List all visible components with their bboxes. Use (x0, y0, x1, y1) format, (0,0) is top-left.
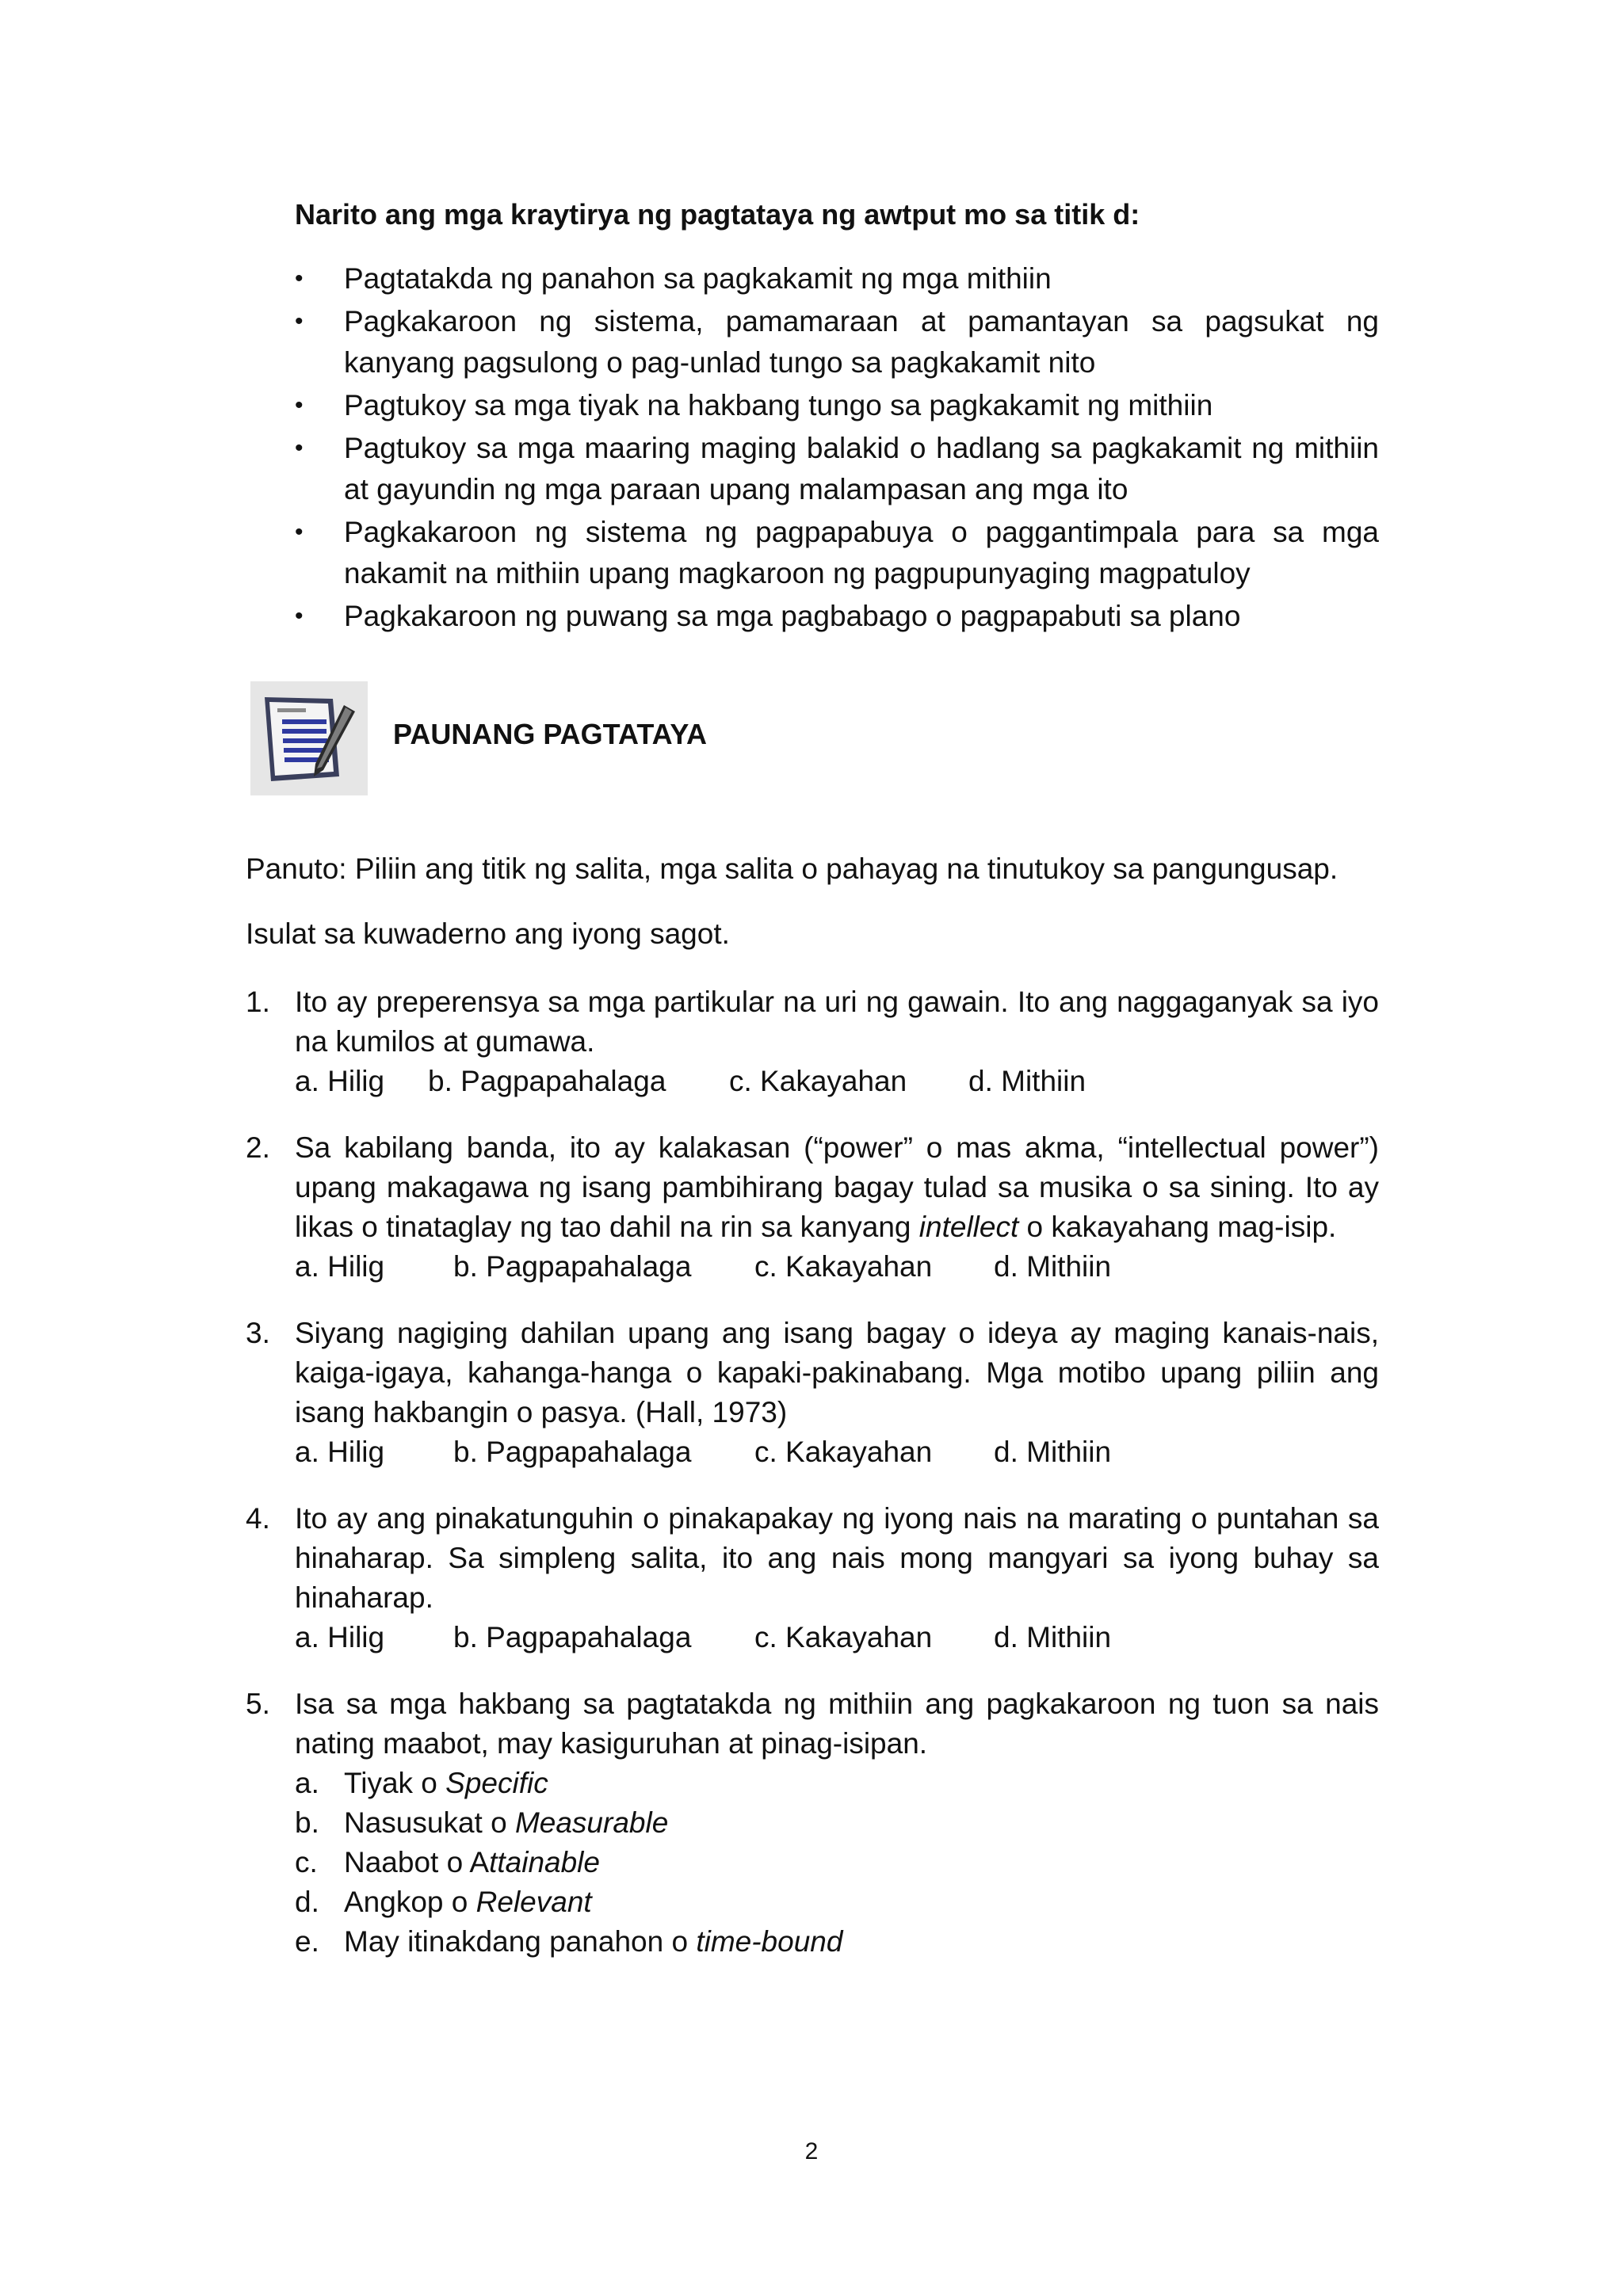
question-item (246, 982, 1379, 1101)
choice-option[interactable]: d. Mithiin (968, 1065, 1086, 1097)
choice-row (295, 1062, 1379, 1101)
choice-text: May itinakdang panahon o (344, 1925, 697, 1958)
question-text: Isa sa mga hakbang sa pagtatakda ng mithiin ang pagkakaroon ng tuon sa nais nating maabot, may kasiguruhan at pinag-isipan. (295, 1688, 1379, 1760)
question-number: 2. (246, 1131, 270, 1164)
criteria-item-text: Pagkakaroon ng sistema ng pagpapabuya o paggantimpala para sa mga nakamit na mithiin upang magkaroon ng pagpupunyaging magpatuloy (344, 516, 1379, 589)
choice-option[interactable]: c. Kakayahan (754, 1621, 933, 1653)
choice-option[interactable]: b. Pagpapahalaga (453, 1436, 692, 1468)
choice-option[interactable]: c. Kakayahan (754, 1250, 933, 1283)
criteria-item-text: Pagkakaroon ng sistema, pamamaraan at pamantayan sa pagsukat ng kanyang pagsulong o pag-unlad tungo sa pagkakamit nito (344, 305, 1379, 379)
choice-option[interactable] (295, 1843, 1379, 1882)
question-text: Ito ay preperensya sa mga partikular na uri ng gawain. Ito ang naggaganyak sa iyo na kumilos at gumawa. (295, 986, 1379, 1058)
choice-option[interactable]: d. Mithiin (994, 1621, 1112, 1653)
question-text (295, 1128, 1379, 1247)
criteria-item-text: Pagtatakda ng panahon sa pagkakamit ng mga mithiin (344, 262, 1052, 295)
question-list (246, 982, 1379, 1989)
choice-text-italic: Relevant (475, 1886, 592, 1918)
criteria-list (295, 258, 1379, 639)
criteria-item (295, 385, 1379, 426)
question-number: 5. (246, 1688, 270, 1720)
choice-text-italic: Specific (445, 1767, 548, 1799)
choice-option[interactable]: d. Mithiin (994, 1250, 1112, 1283)
choice-option[interactable]: a. Hilig (295, 1065, 385, 1097)
choice-option[interactable]: b. Pagpapahalaga (428, 1065, 666, 1097)
section-title: PAUNANG PAGTATAYA (393, 718, 708, 750)
choice-option[interactable]: c. Kakayahan (729, 1065, 907, 1097)
criteria-heading: Narito ang mga kraytirya ng pagtataya ng awtput mo sa titik d: (295, 198, 1140, 231)
choice-option[interactable] (295, 1803, 1379, 1843)
choice-option[interactable]: a. Hilig (295, 1621, 385, 1653)
question-text: Siyang nagiging dahilan upang ang isang bagay o ideya ay maging kanais-nais, kaiga-igaya, kahanga-hanga o kapaki-pakinabang. Mga motibo upang piliin ang isang hakbangin o pasya. (Hall, 1973) (295, 1317, 1379, 1428)
choice-text: Tiyak o (344, 1767, 446, 1799)
bullet-icon: • (295, 392, 304, 418)
question-item (246, 1128, 1379, 1287)
choice-list (295, 1764, 1379, 1962)
question-item (246, 1684, 1379, 1962)
criteria-item (295, 428, 1379, 510)
choice-text-italic: ttainable (489, 1846, 600, 1878)
instruction-line: Panuto: Piliin ang titik ng salita, mga salita o pahayag na tinutukoy sa pangungusap. (246, 852, 1338, 885)
question-item (246, 1499, 1379, 1657)
bullet-icon: • (295, 265, 304, 292)
choice-label: b. (295, 1806, 319, 1839)
page-number: 2 (804, 2138, 819, 2164)
choice-option[interactable] (295, 1764, 1379, 1803)
question-text-part: Sa kabilang banda, ito ay kalakasan (“power” o mas akma, “intellectual power”) upang makagawa ng isang pambihirang bagay tulad sa musika o sa sining. Ito ay likas o tinataglay ng tao dahil na rin sa kanyang (295, 1131, 1379, 1243)
choice-label: d. (295, 1886, 319, 1918)
criteria-item-text: Pagkakaroon ng puwang sa mga pagbabago o pagpapabuti sa plano (344, 600, 1241, 632)
bullet-icon: • (295, 603, 304, 629)
choice-label: a. (295, 1767, 319, 1799)
criteria-item (295, 596, 1379, 637)
question-text-italic: intellect (918, 1211, 1019, 1243)
choice-option[interactable]: b. Pagpapahalaga (453, 1250, 692, 1283)
question-number: 4. (246, 1502, 270, 1535)
self-check-icon (250, 681, 368, 795)
choice-option[interactable] (295, 1882, 1379, 1922)
criteria-item (295, 301, 1379, 383)
choice-label: e. (295, 1925, 319, 1958)
choice-text: Naabot o A (344, 1846, 490, 1878)
instruction-line: Isulat sa kuwaderno ang iyong sagot. (246, 917, 730, 950)
choice-option[interactable]: b. Pagpapahalaga (453, 1621, 692, 1653)
choice-text: Angkop o (344, 1886, 476, 1918)
question-number: 3. (246, 1317, 270, 1349)
question-text: Ito ay ang pinakatunguhin o pinakapakay ng iyong nais na marating o puntahan sa hinaharap. Sa simpleng salita, ito ang nais mong mangyari sa iyong buhay sa hinaharap. (295, 1502, 1379, 1614)
criteria-item (295, 258, 1379, 299)
bullet-icon: • (295, 435, 304, 461)
choice-option[interactable] (295, 1922, 1379, 1962)
choice-text-italic: Measurable (514, 1806, 669, 1839)
choice-option[interactable]: d. Mithiin (994, 1436, 1112, 1468)
criteria-item (295, 512, 1379, 594)
question-text-part: o kakayahang mag-isip. (1018, 1211, 1337, 1243)
choice-option[interactable]: c. Kakayahan (754, 1436, 933, 1468)
choice-text-italic: time-bound (696, 1925, 843, 1958)
choice-row (295, 1247, 1379, 1287)
bullet-icon: • (295, 519, 304, 545)
question-number: 1. (246, 986, 270, 1018)
question-item (246, 1314, 1379, 1472)
choice-option[interactable]: a. Hilig (295, 1436, 385, 1468)
bullet-icon: • (295, 308, 304, 334)
choice-option[interactable]: a. Hilig (295, 1250, 385, 1283)
criteria-item-text: Pagtukoy sa mga tiyak na hakbang tungo sa pagkakamit ng mithiin (344, 389, 1213, 421)
choice-label: c. (295, 1846, 318, 1878)
criteria-item-text: Pagtukoy sa mga maaring maging balakid o hadlang sa pagkakamit ng mithiin at gayundin ng mga paraan upang malampasan ang mga ito (344, 432, 1379, 505)
choice-row (295, 1618, 1379, 1657)
choice-text: Nasusukat o (344, 1806, 515, 1839)
choice-row (295, 1432, 1379, 1472)
